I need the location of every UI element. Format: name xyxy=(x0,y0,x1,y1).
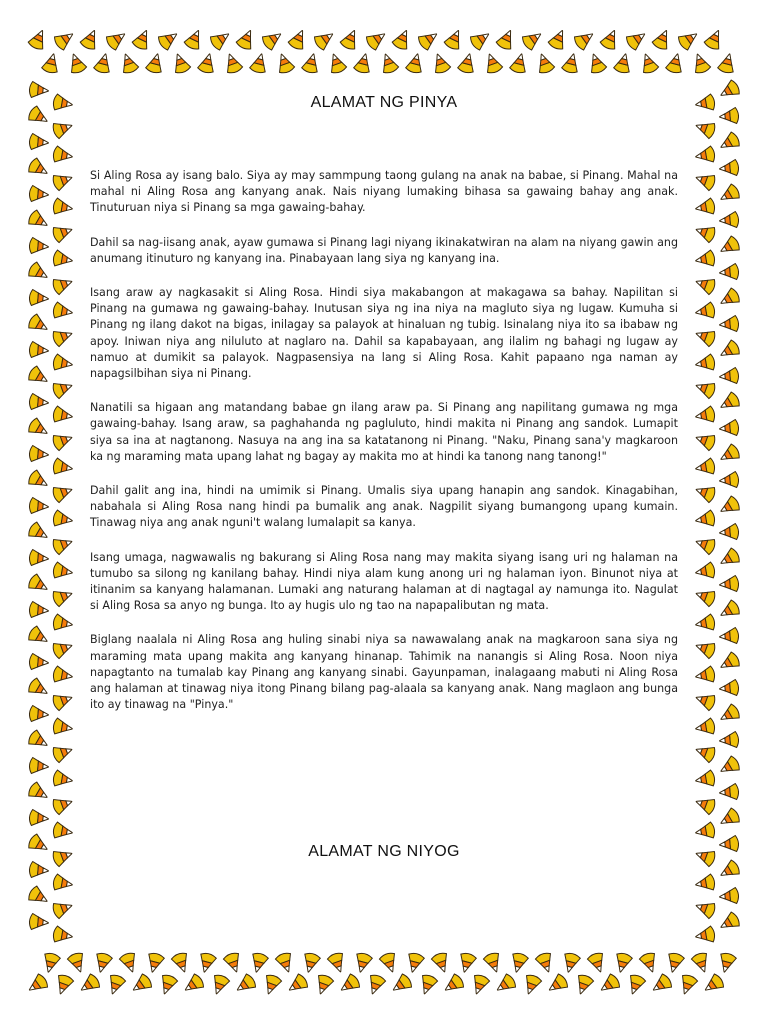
candy-corn-icon xyxy=(561,52,581,74)
candy-corn-icon xyxy=(29,705,49,723)
candy-corn-icon xyxy=(694,874,715,893)
candy-corn-icon xyxy=(651,27,674,51)
candy-corn-icon xyxy=(29,289,49,307)
candy-corn-icon xyxy=(51,170,74,192)
candy-corn-icon xyxy=(51,430,74,452)
candy-corn-icon xyxy=(677,973,699,996)
candy-corn-icon xyxy=(93,952,113,974)
candy-corn-icon xyxy=(41,952,61,974)
candy-corn-icon xyxy=(719,731,739,749)
candy-corn-icon xyxy=(701,973,726,997)
candy-corn-icon xyxy=(676,27,701,51)
candy-corn-icon xyxy=(52,510,73,529)
candy-corn-icon xyxy=(51,534,74,556)
candy-corn-icon xyxy=(52,874,73,893)
candy-corn-icon xyxy=(693,430,716,452)
candy-corn-icon xyxy=(694,302,715,321)
candy-corn-icon xyxy=(719,783,739,801)
candy-corn-icon xyxy=(719,679,739,697)
candy-corn-icon xyxy=(27,625,51,648)
candy-corn-icon xyxy=(693,846,716,868)
candy-corn-icon xyxy=(79,27,102,51)
candy-corn-icon xyxy=(51,794,74,816)
candy-corn-icon xyxy=(364,27,389,51)
candy-corn-icon xyxy=(52,27,77,51)
document-body xyxy=(90,88,678,731)
candy-corn-icon xyxy=(457,952,477,974)
candy-corn-icon xyxy=(694,718,715,737)
candy-corn-icon xyxy=(27,677,51,700)
candy-corn-icon xyxy=(51,222,74,244)
candy-corn-icon xyxy=(694,822,715,841)
candy-corn-icon xyxy=(52,198,73,217)
candy-corn-icon xyxy=(337,973,362,997)
candy-corn-icon xyxy=(430,51,452,74)
candy-corn-icon xyxy=(693,742,716,764)
candy-corn-icon xyxy=(469,973,491,996)
candy-corn-icon xyxy=(51,742,74,764)
candy-corn-icon xyxy=(51,118,74,140)
candy-corn-icon xyxy=(717,183,741,206)
candy-corn-icon xyxy=(67,951,89,974)
candy-corn-icon xyxy=(52,614,73,633)
candy-corn-icon xyxy=(209,973,231,996)
candy-corn-icon xyxy=(534,51,556,74)
paragraph-5: Dahil galit ang ina, hindi na umimik si Pinang. Umalis siya upang hanapin ang sandok. Kinagabihan, nabahala si Aling Rosa nang hindi pa bumalik ang anak. Nagpilit siyang bumangong upang kumain. Tinawag niya ang anak nguni't walang lumalapit sa kanya. xyxy=(90,484,678,530)
candy-corn-icon xyxy=(691,951,713,974)
candy-corn-icon xyxy=(249,52,269,74)
candy-corn-icon xyxy=(717,287,741,310)
candy-corn-icon xyxy=(389,973,414,997)
candy-corn-icon xyxy=(694,406,715,425)
candy-corn-icon xyxy=(416,27,441,51)
candy-corn-icon xyxy=(717,859,741,882)
candy-corn-icon xyxy=(694,666,715,685)
candy-corn-icon xyxy=(694,94,715,113)
candy-corn-icon xyxy=(51,482,74,504)
candy-corn-icon xyxy=(27,729,51,752)
candy-corn-icon xyxy=(145,952,165,974)
candy-corn-icon xyxy=(181,973,206,997)
candy-corn-icon xyxy=(694,146,715,165)
candy-corn-icon xyxy=(301,52,321,74)
candy-corn-icon xyxy=(693,586,716,608)
candy-corn-icon xyxy=(41,52,61,74)
candy-corn-icon xyxy=(624,27,649,51)
candy-corn-icon xyxy=(27,261,51,284)
candy-corn-icon xyxy=(694,926,715,945)
candy-corn-icon xyxy=(339,27,362,51)
paragraph-2: Dahil sa nag-iisang anak, ayaw gumawa si Pinang lagi niyang ikinakatwiran na alam na niyang gawin ang anumang itinuturo ng kanyang ina. Pinabayaan lang siya ng kanyang ina. xyxy=(90,235,678,265)
candy-corn-icon xyxy=(29,497,49,515)
candy-corn-icon xyxy=(719,471,739,489)
candy-corn-icon xyxy=(52,822,73,841)
candy-corn-icon xyxy=(405,952,425,974)
candy-corn-icon xyxy=(27,157,51,180)
candy-corn-icon xyxy=(719,107,739,125)
paragraph-4: Nanatili sa higaan ang matandang babae gn ilang araw pa. Si Pinang ang napilitang gumawa ng mga gawaing-bahay. Isang araw, sa paghahanda ng pagluluto, hindi makita ni Pinang ang sandok. Lumapit siya sa ina at nagtanong. Nasuya na ang ina sa katatanong ni Pinang. "Naku, Pinang sana'y magkaroon ka ng maraming mata upang lahat ng bagay ay makita mo at hindi ka tanong nang tanong!" xyxy=(90,401,678,463)
candy-corn-icon xyxy=(495,27,518,51)
candy-corn-icon xyxy=(52,146,73,165)
candy-corn-icon xyxy=(703,27,726,51)
candy-corn-icon xyxy=(51,586,74,608)
candy-corn-icon xyxy=(441,973,466,997)
candy-corn-icon xyxy=(170,51,192,74)
candy-corn-icon xyxy=(719,887,739,905)
candy-corn-icon xyxy=(717,952,737,974)
candy-corn-icon xyxy=(312,27,337,51)
candy-corn-icon xyxy=(639,951,661,974)
candy-corn-icon xyxy=(27,573,51,596)
candy-corn-icon xyxy=(51,690,74,712)
candy-corn-icon xyxy=(521,973,543,996)
candy-corn-icon xyxy=(694,250,715,269)
candy-corn-icon xyxy=(719,575,739,593)
candy-corn-icon xyxy=(29,809,49,827)
candy-corn-icon xyxy=(717,443,741,466)
candy-corn-icon xyxy=(586,51,608,74)
candy-corn-icon xyxy=(717,391,741,414)
candy-corn-icon xyxy=(535,951,557,974)
paragraph-7: Biglang naalala ni Aling Rosa ang huling sinabi niya sa nawawalang anak na magkaroon sana siya ng maraming mata upang makita ang kanyang hinanap. Tahimik na nanangis si Aling Rosa. Noon niya napagtanto na tumalab kay Pinang ang kanyang sinabi. Gayunpaman, inalagaang mabuti ni Aling Rosa ang halaman at tinawag niya itong Pinang bilang pag-alaala sa kanyang anak. Nang maglaon ang bunga ito ay tinawag na "Pinya." xyxy=(90,633,678,712)
candy-corn-icon xyxy=(717,495,741,518)
candy-corn-icon xyxy=(156,27,181,51)
page-title: ALAMAT NG PINYA xyxy=(310,94,458,111)
candy-corn-icon xyxy=(275,951,297,974)
candy-corn-icon xyxy=(379,951,401,974)
candy-corn-icon xyxy=(482,51,504,74)
candy-corn-icon xyxy=(378,51,400,74)
candy-corn-icon xyxy=(391,27,414,51)
candy-corn-icon xyxy=(665,52,685,74)
candy-corn-icon xyxy=(327,951,349,974)
candy-corn-icon xyxy=(51,378,74,400)
candy-corn-icon xyxy=(52,562,73,581)
candy-corn-icon xyxy=(27,521,51,544)
paragraph-3: Isang araw ay nagkasakit si Aling Rosa. Hindi siya makabangon at makagawa sa bahay. Napilitan si Pinang na gumawa ng gawaing-bahay. Inutusan siya ng ina niya na magluto siya ng lugaw. Kumuha si Pinang ng ilang dakot na bigas, inilagay sa palayok at hinaluan ng tubig. Isinalang niya ito sa ibabaw ng apoy. Iniwan niya ang niluluto at naglaro na. Dahil sa kapabayaan, ang ilalim ng bahagi ng lugaw ay namuo at dumikit sa palayok. Nagpasensiya na lang si Aling Rosa. Kahit papaano nga naman ay napagsilbihan siya ni Pinang. xyxy=(90,286,678,381)
candy-corn-icon xyxy=(693,638,716,660)
candy-corn-icon xyxy=(274,51,296,74)
candy-corn-icon xyxy=(208,27,233,51)
candy-corn-icon xyxy=(717,599,741,622)
candy-corn-icon xyxy=(717,131,741,154)
candy-corn-icon xyxy=(52,250,73,269)
candy-corn-icon xyxy=(104,27,129,51)
candy-corn-icon xyxy=(690,51,712,74)
candy-corn-icon xyxy=(52,718,73,737)
candy-corn-icon xyxy=(719,835,739,853)
candy-corn-icon xyxy=(52,770,73,789)
candy-corn-icon xyxy=(638,51,660,74)
candy-corn-icon xyxy=(693,898,716,920)
candy-corn-icon xyxy=(717,79,741,102)
candy-corn-icon xyxy=(29,237,49,255)
candy-corn-icon xyxy=(719,523,739,541)
candy-corn-icon xyxy=(694,198,715,217)
candy-corn-icon xyxy=(353,52,373,74)
candy-corn-icon xyxy=(717,807,741,830)
candy-corn-icon xyxy=(183,27,206,51)
candy-corn-icon xyxy=(597,973,622,997)
candy-corn-icon xyxy=(51,638,74,660)
candy-corn-icon xyxy=(625,973,647,996)
candy-corn-icon xyxy=(468,27,493,51)
candy-corn-icon xyxy=(717,651,741,674)
candy-corn-icon xyxy=(365,973,387,996)
next-story-title: ALAMAT NG NIYOG xyxy=(308,843,460,860)
candy-corn-icon xyxy=(301,952,321,974)
candy-corn-icon xyxy=(249,952,269,974)
candy-corn-icon xyxy=(52,666,73,685)
candy-corn-icon xyxy=(52,406,73,425)
candy-corn-icon xyxy=(77,973,102,997)
candy-corn-icon xyxy=(457,52,477,74)
candy-corn-icon xyxy=(717,235,741,258)
candy-corn-icon xyxy=(29,913,49,931)
candy-corn-icon xyxy=(694,354,715,373)
candy-corn-icon xyxy=(717,703,741,726)
candy-corn-icon xyxy=(27,781,51,804)
paragraph-1: Si Aling Rosa ay isang balo. Siya ay may sammpung taong gulang na anak na babae, si Pinang. Mahal na mahal ni Aling Rosa ang kanyang anak. Nais niyang lumaking bihasa sa gawaing bahay ang anak. Tinuturuan niya si Pinang sa mga gawaing-bahay. xyxy=(90,169,678,215)
candy-corn-icon xyxy=(51,326,74,348)
candy-corn-icon xyxy=(27,365,51,388)
candy-corn-icon xyxy=(719,263,739,281)
candy-corn-icon xyxy=(52,354,73,373)
candy-corn-icon xyxy=(719,419,739,437)
candy-corn-icon xyxy=(223,951,245,974)
candy-corn-icon xyxy=(29,133,49,151)
candy-corn-icon xyxy=(694,614,715,633)
candy-corn-icon xyxy=(52,94,73,113)
candy-corn-icon xyxy=(118,51,140,74)
candy-corn-icon xyxy=(693,170,716,192)
candy-corn-icon xyxy=(509,52,529,74)
candy-corn-icon xyxy=(287,27,310,51)
candy-corn-icon xyxy=(431,951,453,974)
candy-corn-icon xyxy=(694,770,715,789)
candy-corn-icon xyxy=(29,445,49,463)
candy-corn-icon xyxy=(693,274,716,296)
candy-corn-icon xyxy=(719,315,739,333)
candy-corn-icon xyxy=(719,367,739,385)
candy-corn-icon xyxy=(693,118,716,140)
candy-corn-icon xyxy=(694,562,715,581)
candy-corn-icon xyxy=(27,417,51,440)
candy-corn-icon xyxy=(717,755,741,778)
candy-corn-icon xyxy=(547,27,570,51)
candy-corn-icon xyxy=(326,51,348,74)
candy-corn-icon xyxy=(27,833,51,856)
candy-corn-icon xyxy=(613,952,633,974)
candy-corn-icon xyxy=(129,973,154,997)
candy-corn-icon xyxy=(493,973,518,997)
candy-corn-icon xyxy=(131,27,154,51)
candy-corn-icon xyxy=(260,27,285,51)
candy-corn-icon xyxy=(93,52,113,74)
candy-corn-icon xyxy=(27,469,51,492)
candy-corn-icon xyxy=(29,393,49,411)
candy-corn-icon xyxy=(197,52,217,74)
candy-corn-icon xyxy=(27,313,51,336)
candy-corn-icon xyxy=(157,973,179,996)
candy-corn-icon xyxy=(52,302,73,321)
candy-corn-icon xyxy=(119,951,141,974)
candy-corn-icon xyxy=(29,81,49,99)
candy-corn-icon xyxy=(693,378,716,400)
candy-corn-icon xyxy=(51,898,74,920)
candy-corn-icon xyxy=(313,973,335,996)
candy-corn-icon xyxy=(572,27,597,51)
candy-corn-icon xyxy=(29,549,49,567)
candy-corn-icon xyxy=(545,973,570,997)
candy-corn-icon xyxy=(599,27,622,51)
candy-corn-icon xyxy=(665,952,685,974)
candy-corn-icon xyxy=(222,51,244,74)
candy-corn-icon xyxy=(66,51,88,74)
candy-corn-icon xyxy=(197,952,217,974)
candy-corn-icon xyxy=(52,926,73,945)
candy-corn-icon xyxy=(25,973,50,997)
candy-corn-icon xyxy=(235,27,258,51)
candy-corn-icon xyxy=(29,341,49,359)
candy-corn-icon xyxy=(693,690,716,712)
candy-corn-icon xyxy=(52,458,73,477)
candy-corn-icon xyxy=(717,911,741,934)
candy-corn-icon xyxy=(29,861,49,879)
candy-corn-icon xyxy=(693,794,716,816)
candy-corn-icon xyxy=(483,951,505,974)
candy-corn-icon xyxy=(719,627,739,645)
candy-corn-icon xyxy=(105,973,127,996)
candy-corn-icon xyxy=(27,27,50,51)
candy-corn-icon xyxy=(717,547,741,570)
paragraph-6: Isang umaga, nagwawalis ng bakurang si Aling Rosa nang may makita siyang isang uri ng halaman na tumubo sa silong ng kanilang bahay. Hindi niya alam kung anong uri ng halaman iyon. Binunot niya at itinanim sa kanyang halamanan. Lumaki ang naturang halaman at di nagtagal ay namunga ito. Nagulat si Aling Rosa sa anyo ng bunga. Ito ay hugis ulo ng tao na napapalibutan ng mata. xyxy=(90,550,678,613)
candy-corn-icon xyxy=(51,274,74,296)
candy-corn-icon xyxy=(520,27,545,51)
candy-corn-icon xyxy=(587,951,609,974)
candy-corn-icon xyxy=(719,159,739,177)
candy-corn-icon xyxy=(233,973,258,997)
candy-corn-icon xyxy=(573,973,595,996)
candy-corn-icon xyxy=(693,482,716,504)
candy-corn-icon xyxy=(509,952,529,974)
candy-corn-icon xyxy=(693,326,716,348)
candy-corn-icon xyxy=(717,52,737,74)
candy-corn-icon xyxy=(417,973,439,996)
candy-corn-icon xyxy=(405,52,425,74)
candy-corn-icon xyxy=(29,757,49,775)
candy-corn-icon xyxy=(719,211,739,229)
candy-corn-icon xyxy=(561,952,581,974)
candy-corn-icon xyxy=(51,846,74,868)
candy-corn-icon xyxy=(53,973,75,996)
candy-corn-icon xyxy=(613,52,633,74)
candy-corn-icon xyxy=(694,510,715,529)
candy-corn-icon xyxy=(443,27,466,51)
candy-corn-icon xyxy=(353,952,373,974)
candy-corn-icon xyxy=(261,973,283,996)
candy-corn-icon xyxy=(285,973,310,997)
candy-corn-icon xyxy=(649,973,674,997)
candy-corn-icon xyxy=(171,951,193,974)
candy-corn-icon xyxy=(27,209,51,232)
candy-corn-icon xyxy=(29,185,49,203)
candy-corn-icon xyxy=(717,339,741,362)
candy-corn-icon xyxy=(145,52,165,74)
candy-corn-icon xyxy=(693,534,716,556)
candy-corn-icon xyxy=(29,601,49,619)
candy-corn-icon xyxy=(693,222,716,244)
candy-corn-icon xyxy=(694,458,715,477)
candy-corn-icon xyxy=(27,885,51,908)
candy-corn-icon xyxy=(29,653,49,671)
candy-corn-icon xyxy=(27,105,51,128)
